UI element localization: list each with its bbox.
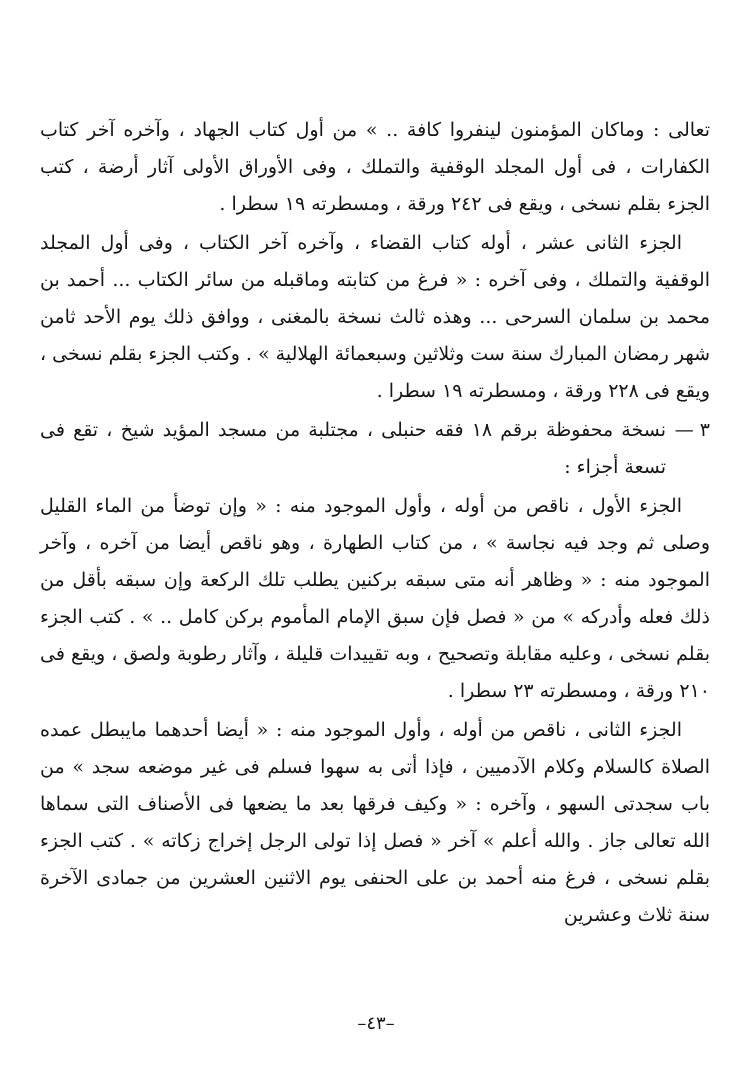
paragraph-part-one: الجزء الأول ، ناقص من أوله ، وأول الموجود منه : « وإن توضأ من الماء القليل وصلى ثم وجد فيه نجاسة » ، من كتاب الطهارة ، وهو ناقص أيضا من آخره ، وآخر الموجود منه : « وظاهر أنه متى سبقه بركنين يطلب تلك الركعة وإن سبقه بأقل من ذلك فعله وأدركه » من « فصل فإن سبق الإمام المأموم بركن كامل .. » . كتب الجزء بقلم نسخى ، وعليه مقابلة وتصحيح ، وبه تقييدات قليلة ، وآثار رطوبة ولصق ، ويقع فى ٢١٠ ورقة ، ومسطرته ٢٣ سطرا . [40,495,710,702]
list-number: ٣ — [674,419,710,441]
paragraph-continuation: تعالى : وماكان المؤمنون لينفروا كافة .. » من أول كتاب الجهاد ، وآخره آخر كتاب الكفارات ، فى أول المجلد الوقفية والتملك ، وفى الأوراق الأولى آثار أرضة ، كتب الجزء بقلم نسخى ، ويقع فى ٢٤٢ ورقة ، ومسطرته ١٩ سطرا . [40,119,710,215]
list-item-manuscript-3 [40,412,710,486]
page-body [40,112,710,934]
page-number: –٤٣– [357,1013,395,1034]
paragraph-part-twelve: الجزء الثانى عشر ، أوله كتاب القضاء ، وآخره آخر الكتاب ، وفى أول المجلد الوقفية والتملك ، وفى آخره : « فرغ من كتابته وماقبله من سائر الكتاب ... أحمد بن محمد بن سلمان السرحى ... وهذه ثالث نسخة بالمغنى ، ووافق ذلك يوم الأحد ثامن شهر رمضان المبارك سنة ست وثلاثين وسبعمائة الهلالية » . وكتب الجزء بقلم نسخى ، ويقع فى ٢٢٨ ورقة ، ومسطرته ١٩ سطرا . [40,232,710,402]
list-text: نسخة محفوظة برقم ١٨ فقه حنبلى ، مجتلبة من مسجد المؤيد شيخ ، تقع فى تسعة أجزاء : [40,419,666,478]
paragraph-part-two: الجزء الثانى ، ناقص من أوله ، وأول الموجود منه : « أيضا أحدهما مايبطل عمده الصلاة كالسلام وكلام الآدميين ، فإذا أتى به سهوا فسلم فى غير موضعه سجد » من باب سجدتى السهو ، وآخره : « وكيف فرقها بعد ما يضعها فى الأصناف التى سماها الله تعالى جاز . والله أعلم » آخر « فصل إذا تولى الرجل إخراج زكاته » . كتب الجزء بقلم نسخى ، فرغ منه أحمد بن على الحنفى يوم الاثنين العشرين من جمادى الآخرة سنة ثلاث وعشرين [40,719,710,926]
